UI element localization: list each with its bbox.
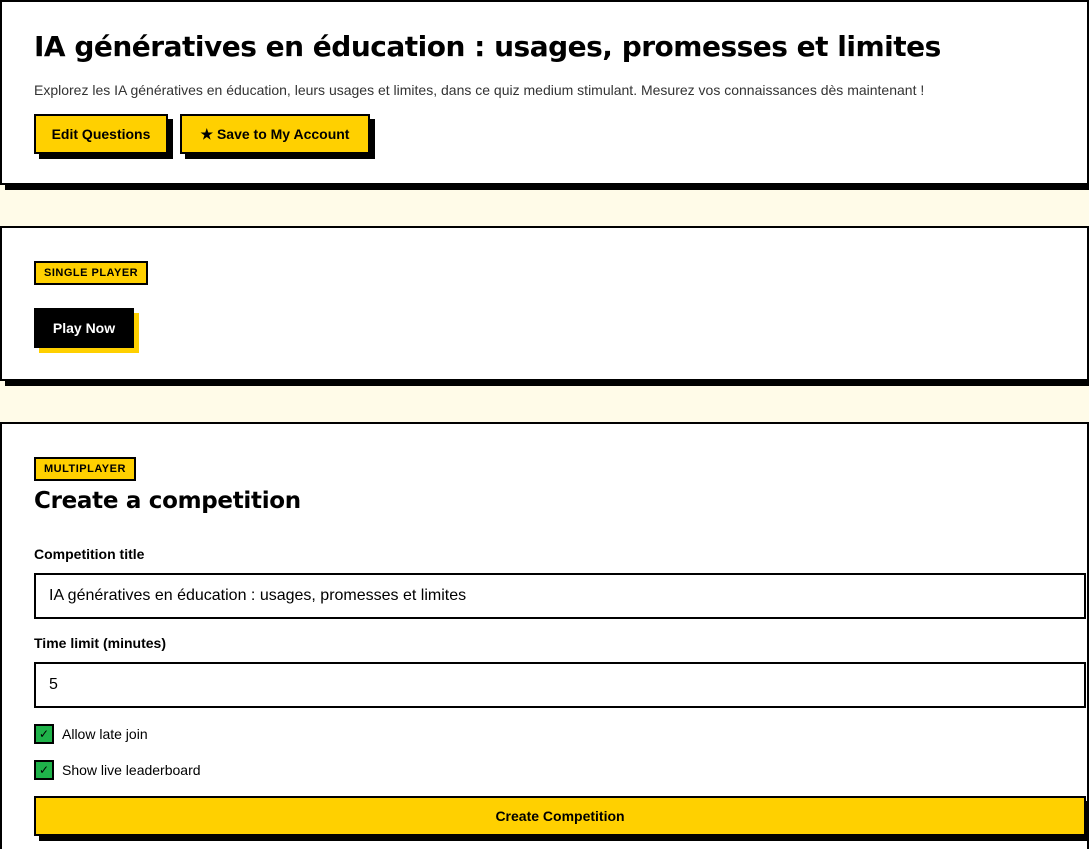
create-competition-button[interactable]: Create Competition [34,796,1086,836]
multiplayer-badge: MULTIPLAYER [34,457,136,481]
competition-title-label: Competition title [34,546,145,562]
time-limit-label: Time limit (minutes) [34,635,166,651]
create-competition-heading: Create a competition [34,488,301,514]
quiz-description: Explorez les IA génératives en éducation, leurs usages et limites, dans ce quiz medium stimulant. Mesurez vos connaissances dès maintenant ! [34,82,925,98]
save-to-account-button[interactable]: ★ Save to My Account [180,114,370,154]
page-title: IA génératives en éducation : usages, promesses et limites [34,30,941,63]
single-player-card [0,226,1089,381]
allow-late-join-option[interactable] [34,724,148,744]
edit-questions-button[interactable]: Edit Questions [34,114,168,154]
play-now-button[interactable]: Play Now [34,308,134,348]
single-player-badge: SINGLE PLAYER [34,261,148,285]
competition-title-input[interactable] [34,573,1086,619]
show-leaderboard-checkbox[interactable] [34,760,54,780]
show-leaderboard-option[interactable] [34,760,201,780]
allow-late-join-checkbox[interactable] [34,724,54,744]
time-limit-input[interactable] [34,662,1086,708]
allow-late-join-label: Allow late join [62,726,148,742]
check-icon: ✓ [38,763,50,777]
check-icon: ✓ [38,727,50,741]
show-leaderboard-label: Show live leaderboard [62,762,201,778]
quiz-header-card [0,0,1089,185]
multiplayer-card [0,422,1089,849]
